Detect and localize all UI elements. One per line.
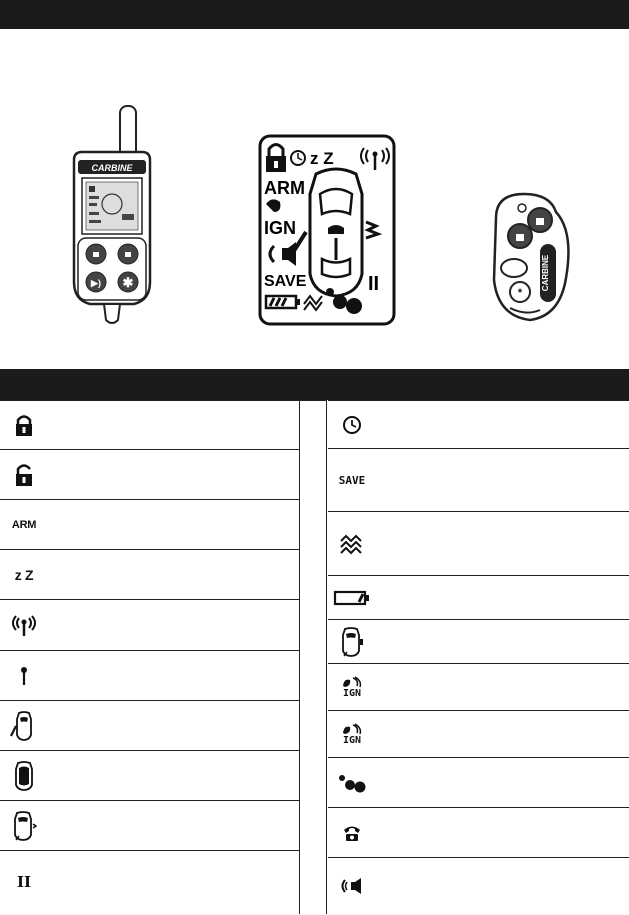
table-row <box>0 751 299 801</box>
table-row <box>328 808 629 858</box>
icon-legend-table <box>0 400 629 915</box>
table-row <box>0 550 299 600</box>
table-row <box>328 449 629 512</box>
top-header-bar <box>0 0 629 29</box>
lcd-pause-label: II <box>368 273 380 295</box>
key-ign-icon-2 <box>332 714 372 754</box>
table-row <box>0 500 299 550</box>
lock-closed-icon <box>4 405 44 445</box>
table-row <box>0 701 299 751</box>
phone-icon <box>332 813 372 853</box>
svg-text:▶): ▶) <box>91 278 101 288</box>
car-door-open-icon <box>4 706 44 746</box>
car-trunk-icon <box>4 806 44 846</box>
lcd-arm-label: ARM <box>264 178 305 198</box>
table-row <box>328 512 629 576</box>
antenna-pin-icon <box>4 656 44 696</box>
lcd-save-label: SAVE <box>264 273 307 290</box>
icon-table-header-bar <box>0 369 629 400</box>
table-row <box>328 576 629 620</box>
table-row <box>0 801 299 851</box>
table-row <box>328 711 629 758</box>
svg-text:✱: ✱ <box>122 275 134 290</box>
fob-brand-label: CARBINE <box>541 254 550 292</box>
save-text-icon: SAVE <box>338 473 366 487</box>
table-row <box>0 450 299 500</box>
table-row <box>328 664 629 711</box>
svg-text:*: * <box>517 287 523 299</box>
table-divider-column <box>299 400 327 914</box>
clock-icon <box>332 405 372 445</box>
car-roof-icon <box>4 756 44 796</box>
pause-icon: II <box>16 873 32 891</box>
sensor-dots-icon <box>332 763 372 803</box>
table-row <box>328 858 629 914</box>
key-ign-icon-1 <box>332 667 372 707</box>
sleep-zz-icon: z Z <box>14 566 34 583</box>
car-side-icon <box>332 622 372 662</box>
icon-column-left <box>0 400 300 914</box>
table-row <box>0 851 299 913</box>
table-row <box>0 401 299 450</box>
table-row <box>328 620 629 664</box>
table-row <box>0 600 299 651</box>
ign-label: IGN <box>342 687 362 699</box>
ign-label: IGN <box>342 734 362 746</box>
signal-antenna-icon <box>4 605 44 645</box>
table-row <box>0 651 299 701</box>
shock-zigzag-icon <box>332 524 372 564</box>
table-row <box>328 758 629 808</box>
icon-column-right <box>328 400 629 914</box>
battery-icon <box>332 578 372 618</box>
arm-text-icon: ARM <box>11 518 37 531</box>
lock-open-icon <box>4 455 44 495</box>
lcd-ign-label: IGN <box>264 218 297 238</box>
remote-brand-label: CARBINE <box>91 163 133 173</box>
speaker-icon <box>332 866 372 906</box>
lcd-display-illustration <box>258 134 396 326</box>
lcd-sleep-label: z Z <box>310 149 334 168</box>
table-row <box>328 401 629 449</box>
remote-transmitter-illustration <box>64 104 160 330</box>
key-fob-illustration <box>486 188 576 326</box>
